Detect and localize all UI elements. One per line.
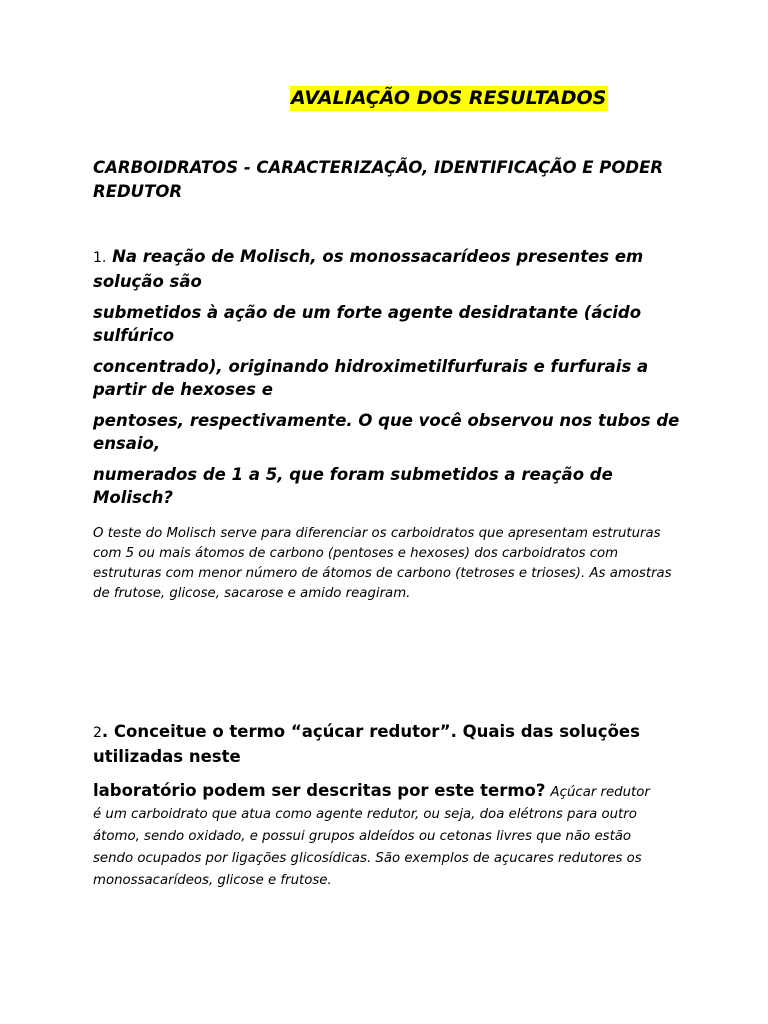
section-subtitle: CARBOIDRATOS - CARACTERIZAÇÃO, IDENTIFICAÇÃO E PODER REDUTOR [93,158,664,201]
page-title: AVALIAÇÃO DOS RESULTADOS [291,87,607,109]
answer-1: O teste do Molisch serve para diferenciar os carboidratos que apresentam estruturas com 5 ou mais átomos de carbono (pentoses e hexoses) dos carboidratos com estruturas com menor número de átomos de carbono (tetroses e trioses). As amostras de frutose, glicose, sacarose e amido reagiram. [93,526,672,601]
question-2-line-1-text: . Conceitue o termo “açúcar redutor”. Quais das soluções utilizadas neste [93,722,640,766]
question-2-line-2: laboratório podem ser descritas por este termo? [93,781,546,800]
question-2 [93,720,683,768]
question-1-line-1-text: Na reação de Molisch, os monossacarídeos presentes em solução são [93,247,644,291]
title-container [290,86,608,111]
question-1 [93,245,683,517]
question-2-continuation [93,781,653,891]
question-1-line-5: numerados de 1 a 5, que foram submetidos a reação de Molisch? [93,465,613,507]
question-2-number: 2 [93,725,102,741]
question-2-line-1 [93,720,683,768]
answer-2: Açúcar redutor é um carboidrato que atua como agente redutor, ou seja, doa elétrons para outro átomo, sendo oxidado, e possui grupos aldeídos ou cetonas livres que não estão sendo ocupados por ligações glicosídicas. São exemplos de açucares redutores os monossacarídeos, glicose e frutose. [93,785,650,888]
question-1-line-3: concentrado), originando hidroximetilfurfurais e furfurais a partir de hexoses e [93,357,649,399]
question-1-line-1 [93,245,683,293]
question-1-number: 1. [93,250,107,266]
question-1-line-2: submetidos à ação de um forte agente desidratante (ácido sulfúrico [93,303,642,345]
question-1-line-4: pentoses, respectivamente. O que você observou nos tubos de ensaio, [93,411,680,453]
